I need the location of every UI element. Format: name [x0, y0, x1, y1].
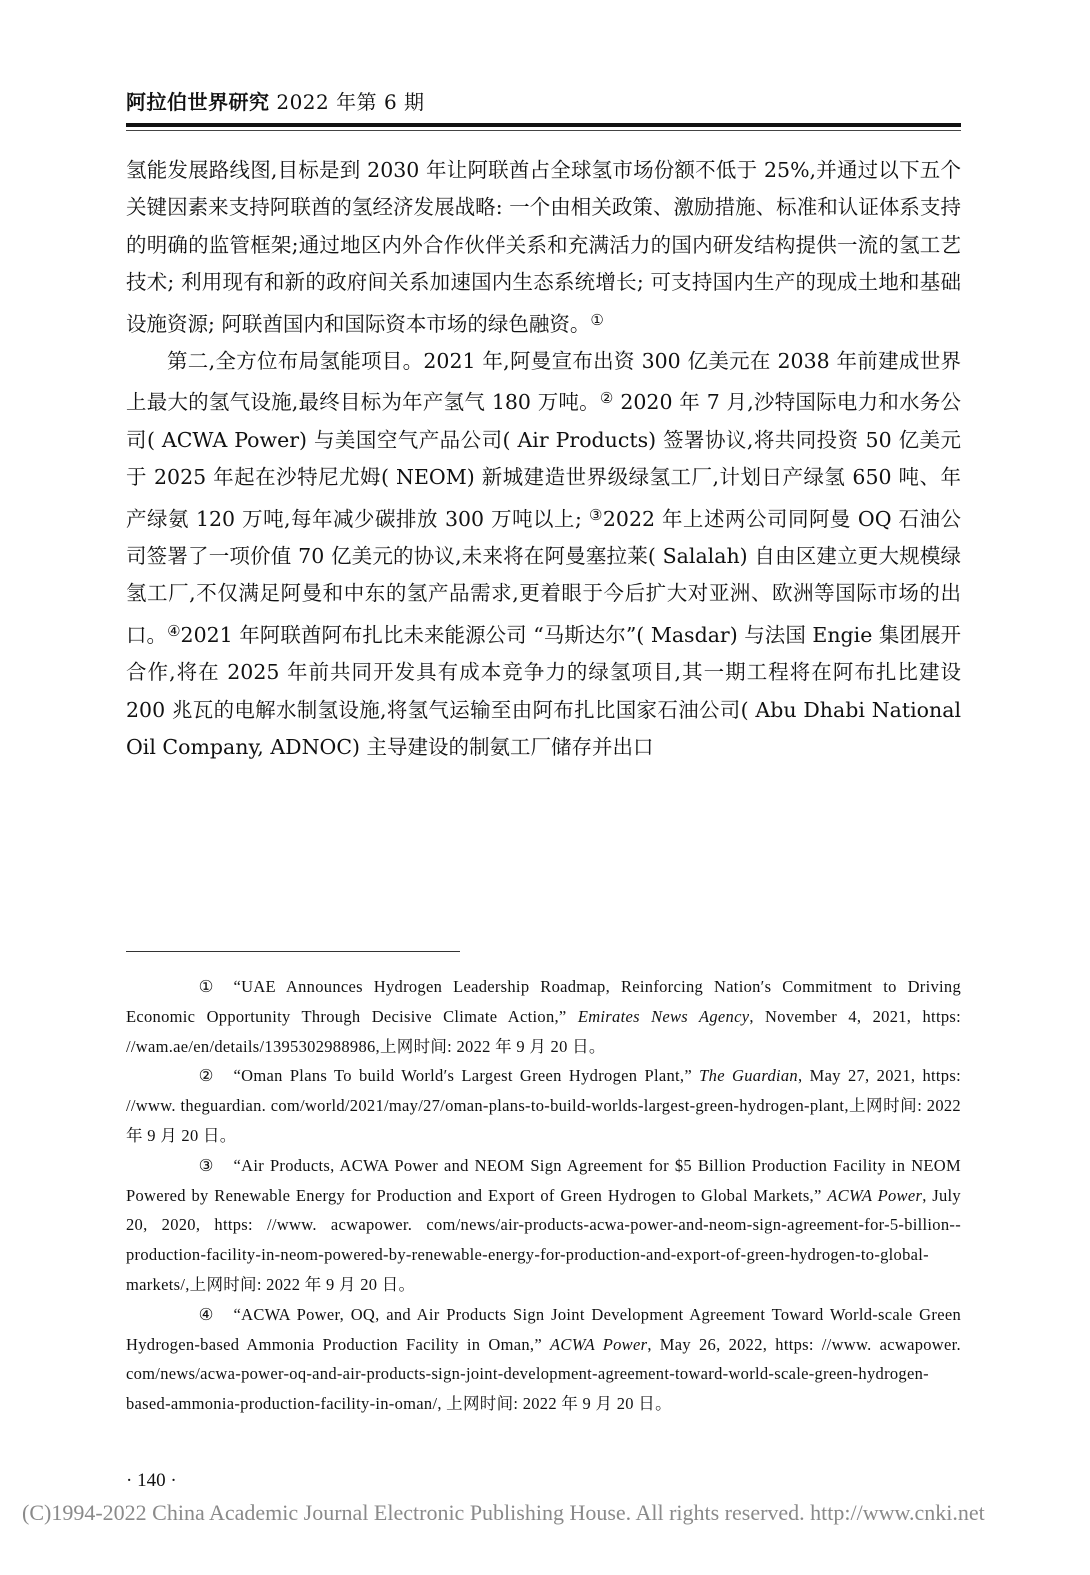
issue-label: 2022 年第 6 期 — [276, 90, 425, 114]
running-header — [126, 86, 425, 115]
footnote-separator — [126, 951, 460, 952]
paragraph-2: 第二,全方位布局氢能项目。2021 年,阿曼宣布出资 300 亿美元在 2038 年前建成世界上最大的氢气设施,最终目标为年产氢气 180 万吨。② 2020 年 7 月,沙特国际电力和水务公司( ACWA Power) 与美国空气产品公司( Air Products) 签署协议,将共同投资 50 亿美元于 2025 年起在沙特尼尤姆( NEOM) 新城建造世界级绿氢工厂,计划日产绿氢 650 吨、年产绿氨 120 万吨,每年减少碳排放 300 万吨以上; ③2022 年上述两公司同阿曼 OQ 石油公司签署了一项价值 70 亿美元的协议,未来将在阿曼塞拉莱( Salalah) 自由区建立更大规模绿氢工厂,不仅满足阿曼和中东的氢产品需求,更着眼于今后扩大对亚洲、欧洲等国际市场的出口。④2021 年阿联酋阿布扎比未来能源公司 “马斯达尔”( Masdar) 与法国 Engie 集团展开合作,将在 2025 年前共同开发具有成本竞争力的绿氢项目,其一期工程将在阿布扎比建设 200 兆瓦的电解水制氢设施,将氢气运输至由阿布扎比国家石油公司( Abu Dhabi National Oil Company, ADNOC) 主导建设的制氨工厂储存并出口 — [126, 349, 961, 760]
header-rule-thin — [126, 130, 961, 131]
journal-name: 阿拉伯世界研究 — [126, 90, 270, 114]
footnote-source: The Guardian — [699, 1066, 798, 1086]
copyright-notice: (C)1994-2022 China Academic Journal Electronic Publishing House. All rights reserved. http://www.cnki.net — [22, 1500, 985, 1525]
header-rule-thick — [126, 123, 961, 127]
footnote-2: ② “Oman Plans To build World′s Largest Green Hydrogen Plant,” The Guardian, May 27, 2021, https: //www. theguardian. com/world/2021/may/27/oman-plans-to-build-worlds-largest-green-hydrogen-plant,上网时间: 2022 年 9 月 20 日。 — [126, 1061, 961, 1150]
footnote-link[interactable]: , November 4, 2021, https: //wam.ae/en/details/1395302988986,上网时间: 2022 年 9 月 20 日。 — [126, 1006, 961, 1056]
footnote-source: ACWA Power — [550, 1334, 648, 1354]
footnote-ref-3[interactable]: ③ — [588, 505, 603, 524]
footnotes — [126, 972, 961, 1419]
footnote-1: ① “UAE Announces Hydrogen Leadership Roadmap, Reinforcing Nation′s Commitment to Driving Economic Opportunity Through Decisive Climate Action,” Emirates News Agency, November 4, 2021, https: //wam.ae/en/details/1395302988986,上网时间: 2022 年 9 月 20 日。 — [126, 972, 961, 1061]
footnote-3: ③ “Air Products, ACWA Power and NEOM Sign Agreement for $5 Billion Production Facility in NEOM Powered by Renewable Energy for Production and Export of Green Hydrogen to Global Markets,” ACWA Power, July 20, 2020, https: //www. acwapower. com/news/air-products-acwa-power-and-neom-sign-agreement-for-5-billion--production-facility-in-neom-powered-by-renewable-energy-for-production-and-export-of-green-hydrogen-to-global-markets/,上网时间: 2022 年 9 月 20 日。 — [126, 1151, 961, 1300]
footnote-mark: ② — [198, 1066, 214, 1086]
footnote-ref-1[interactable]: ① — [590, 310, 604, 329]
body-text — [126, 152, 961, 767]
paragraph-1: 氢能发展路线图,目标是到 2030 年让阿联酋占全球氢市场份额不低于 25%,并通过以下五个关键因素来支持阿联酋的氢经济发展战略: 一个由相关政策、激励措施、标准和认证体系支持的明确的监管框架;通过地区内外合作伙伴关系和充满活力的国内研发结构提供一流的氢工艺技术; 利用现有和新的政府间关系加速国内生态系统增长; 可支持国内生产的现成土地和基础设施资源; 阿联酋国内和国际资本市场的绿色融资。① — [126, 158, 961, 336]
footnote-4: ④ “ACWA Power, OQ, and Air Products Sign Joint Development Agreement Toward World-scale Green Hydrogen-based Ammonia Production Facility in Oman,” ACWA Power, May 26, 2022, https: //www. acwapower. com/news/acwa-power-oq-and-air-products-sign-joint-development-agreement-toward-world-scale-green-hydrogen-based-ammonia-production-facility-in-oman/, 上网时间: 2022 年 9 月 20 日。 — [126, 1300, 961, 1419]
footnote-ref-2[interactable]: ② — [599, 389, 614, 408]
footnote-link[interactable]: , May 27, 2021, https: //www. theguardian. com/world/2021/may/27/oman-plans-to-build-worlds-largest-green-hydrogen-plant,上网时间: 2022 年 9 月 20 日。 — [126, 1066, 961, 1145]
page-number: · 140 · — [126, 1470, 177, 1491]
footnote-link[interactable]: , July 20, 2020, https: //www. acwapower. com/news/air-products-acwa-power-and-neom-sign-agreement-for-5-billion--production-facility-in-neom-powered-by-renewable-energy-for-production-and-export-of-green-hydrogen-to-global-markets/,上网时间: 2022 年 9 月 20 日。 — [126, 1185, 961, 1294]
footnote-mark: ③ — [198, 1155, 214, 1175]
footnote-mark: ④ — [198, 1304, 214, 1324]
footnote-link[interactable]: , May 26, 2022, https: //www. acwapower. com/news/acwa-power-oq-and-air-products-sign-joint-development-agreement-toward-world-scale-green-hydrogen-based-ammonia-production-facility-in-oman/, 上网时间: 2022 年 9 月 20 日。 — [126, 1334, 961, 1414]
footnote-ref-4[interactable]: ④ — [167, 621, 181, 640]
footnote-source: Emirates News Agency — [577, 1006, 750, 1026]
footnote-mark: ① — [198, 977, 214, 996]
footnote-source: ACWA Power — [827, 1185, 923, 1205]
